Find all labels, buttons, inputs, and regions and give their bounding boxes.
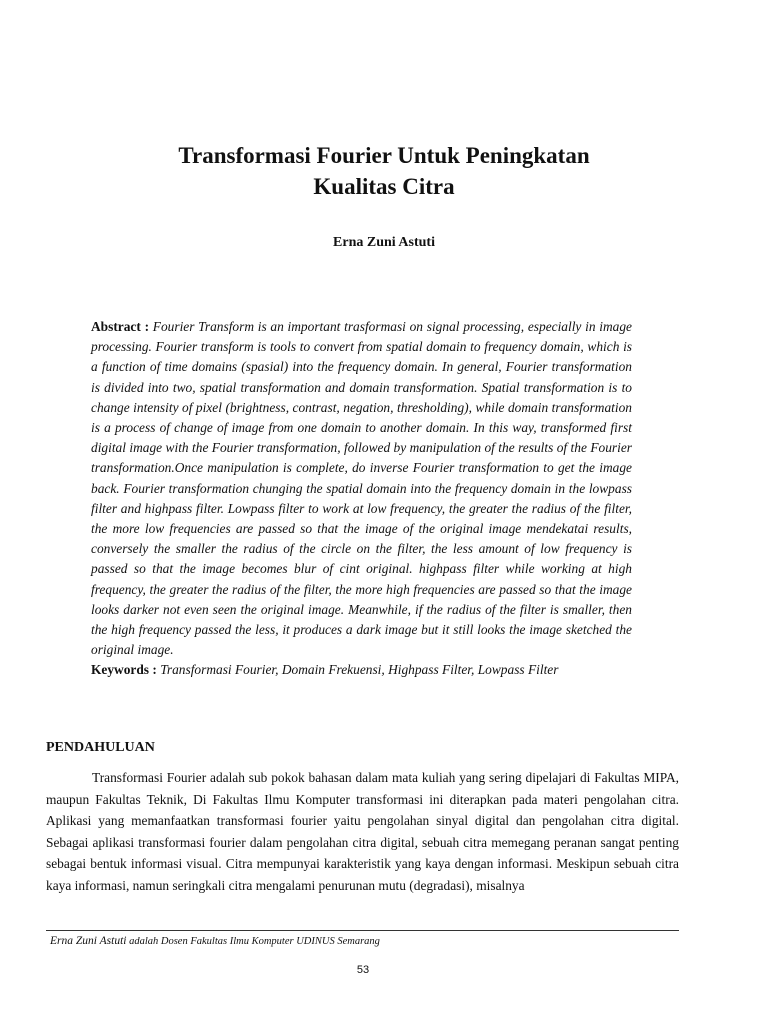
keywords-label: Keywords : <box>91 662 161 678</box>
keywords-line <box>91 660 632 680</box>
paper-title <box>0 140 768 202</box>
footnote-author: Erna Zuni Astuti <box>50 935 127 947</box>
footnote-divider <box>46 930 679 931</box>
section-heading: PENDAHULUAN <box>46 740 155 755</box>
author-name: Erna Zuni Astuti <box>333 235 435 250</box>
page-number: 53 <box>356 964 370 976</box>
paper-title-line-1: Transformasi Fourier Untuk Peningkatan <box>178 143 590 168</box>
abstract-label: Abstract : <box>91 319 153 334</box>
footnote-text: adalah Dosen Fakultas Ilmu Komputer UDINUS Semarang <box>126 936 380 947</box>
intro-paragraph: Transformasi Fourier adalah sub pokok bahasan dalam mata kuliah yang sering dipelajari di Fakultas MIPA, maupun Fakultas Teknik, Di Fakultas Ilmu Komputer transformasi ini diterapkan pada materi pengolahan citra. Aplikasi yang memanfaatkan transformasi fourier yaitu pengolahan sinyal digital dan pengolahan citra digital. Sebagai aplikasi transformasi fourier dalam pengolahan citra digital, sebuah citra memegang peranan sangat penting sebagai bentuk informasi visual. Citra mempunyai karakteristik yang kaya dengan informasi. Meskipun sebuah citra kaya informasi, namun seringkali citra mengalami penurunan mutu (degradasi), misalnya <box>46 770 679 893</box>
abstract-text: Fourier Transform is an important trasformasi on signal processing, especially in image processing. Fourier transform is tools to convert from spatial domain to frequency domain, which is a function of time domains (spasial) into the frequency domain. In general, Fourier transformation is divided into two, spatial transformation and domain transformation. Spatial transformation is to change intensity of pixel (brightness, contrast, negation, thresholding), while domain transformation is a process of change of image from one domain to another domain. In this way, transformed first digital image with the Fourier transformation, followed by manipulation of the results of the Fourier transformation.Once manipulation is complete, do inverse Fourier transformation to get the image back. Fourier transformation chunging the spatial domain into the frequency domain in the lowpass filter and highpass filter. Lowpass filter to work at low frequency, the greater the radius of the filter, the more low frequencies are passed so that the image of the original image mendekatai results, conversely the smaller the radius of the circle on the filter, the less amount of low frequency is passed so that the image becomes blur of cint original. highpass filter while working at high frequency, the greater the radius of the filter, the more high frequencies are passed so that the image looks darker not even seen the original image. Meanwhile, if the radius of the filter is smaller, then the high frequency passed the less, it produces a dark image but it still looks the image sketched the original image. <box>91 319 633 658</box>
abstract-paragraph <box>91 317 632 660</box>
abstract-block <box>91 317 632 681</box>
keywords-text: Transformasi Fourier, Domain Frekuensi, Highpass Filter, Lowpass Filter <box>160 662 559 678</box>
footnote <box>50 934 380 949</box>
paper-title-line-2: Kualitas Citra <box>313 174 455 199</box>
